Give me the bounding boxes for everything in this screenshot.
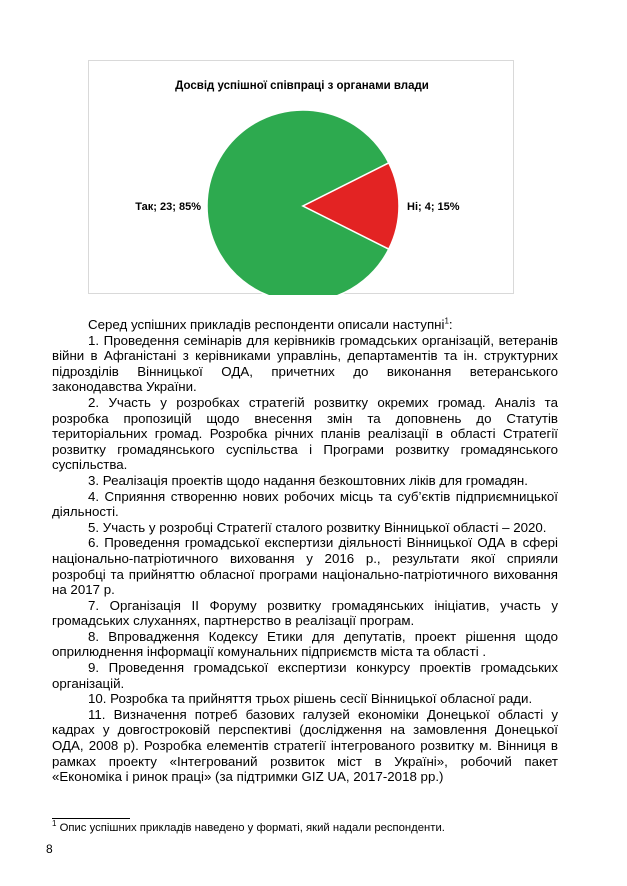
footnote-ref: 1 — [444, 316, 449, 326]
intro-paragraph — [52, 317, 558, 333]
list-item: 3. Реалізація проектів щодо надання безкоштовних ліків для громадян. — [88, 472, 528, 488]
list-item: 1. Проведення семінарів для керівників громадських організацій, ветеранів війни в Афганістані з керівниками управлінь, департаментів та ін. структурних підрозділів Вінницької ОДА, причетних до виконання ветеранського законодавства України. — [52, 332, 558, 395]
list-item: 11. Визначення потреб базових галузей економіки Донецької області у кадрах у довгостроковій перспективі (дослідження на замовлення Донецької ОДА, 2008 р). Розробка елементів стратегії інтегрованого розвитку м. Вінниця в рамках проекту «Інтегрований розвиток міст в Україні», робочий пакет «Економіка і ринок праці» (за підтримки GIZ UA, 2017-2018 рр.) — [52, 706, 558, 785]
list-item: 10. Розробка та прийняття трьох рішень сесії Вінницької обласної ради. — [88, 691, 533, 707]
list-item: 9. Проведення громадської експертизи конкурсу проектів громадських організацій. — [52, 660, 558, 691]
pie-label-no: Ні; 4; 15% — [407, 201, 460, 213]
main-text — [52, 317, 558, 785]
pie-label-yes: Так; 23; 85% — [135, 201, 201, 213]
list-item: 2. Участь у розробках стратегій розвитку окремих громад. Аналіз та розробка пропозицій щодо внесення змін та доповнень до Статутів територіальних громад. Розробка річних планів реалізації в області Стратегії розвитку громадянського суспільства і Програми розвитку громадянського суспільства. — [52, 394, 558, 473]
pie-chart-svg — [89, 61, 515, 295]
page-number: 8 — [46, 842, 53, 856]
chart-title: Досвід успішної співпраці з органами влади — [175, 80, 429, 92]
list-item: 6. Проведення громадської експертизи діяльності Вінницької ОДА в сфері національно-патріотичного виховання у 2016 р., результати якої сприяли розробці та прийняттю обласної програми національно-патріотичного виховання на 2017 р. — [52, 535, 558, 598]
footnote — [52, 819, 558, 835]
footnote-text: Опис успішних прикладів наведено у форматі, який надали респонденти. — [56, 822, 445, 834]
intro-text: Серед успішних прикладів респонденти описали наступні — [88, 317, 445, 332]
footnote-separator — [52, 818, 130, 819]
list-item: 7. Організація ІІ Форуму розвитку громадянських ініціатив, участь у громадських слуханнях, партнерство в реалізації програм. — [52, 597, 558, 629]
footnote-mark: 1 — [52, 819, 57, 829]
pie-chart — [88, 60, 514, 294]
list-item: 4. Сприяння створенню нових робочих місць та суб’єктів підприємницької діяльності. — [52, 488, 558, 520]
list-item: 8. Впровадження Кодексу Етики для депутатів, проект рішення щодо оприлюднення інформації комунальних підприємств міста та області . — [52, 628, 558, 660]
intro-end: : — [448, 317, 453, 332]
list-item: 5. Участь у розробці Стратегії сталого розвитку Вінницької області – 2020. — [88, 519, 547, 535]
